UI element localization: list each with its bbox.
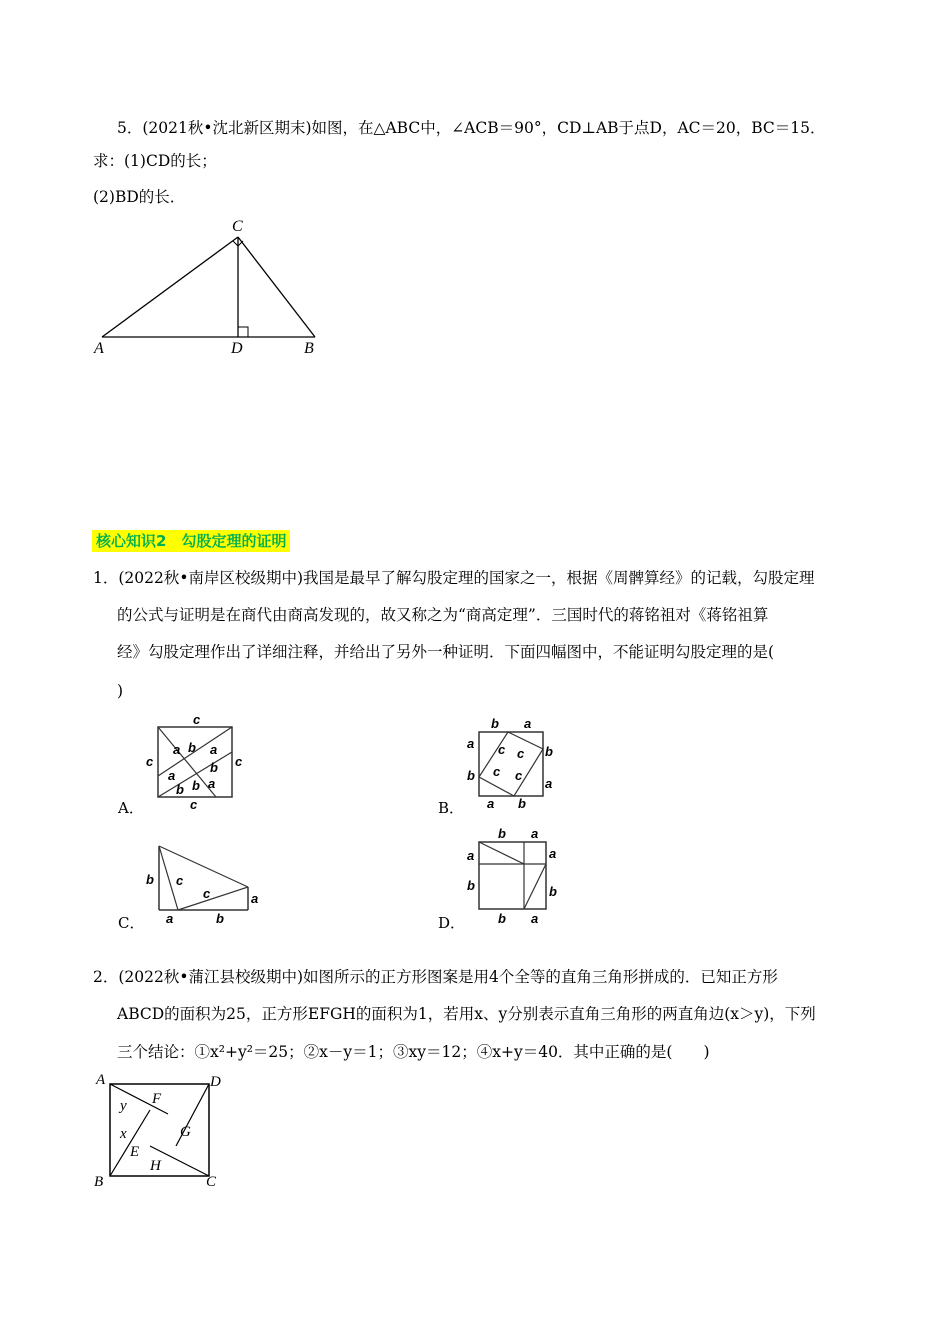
svg-text:b: b (498, 826, 506, 841)
svg-text:a: a (531, 826, 539, 841)
svg-text:b: b (491, 716, 499, 731)
svg-text:a: a (524, 716, 532, 731)
svg-text:a: a (467, 736, 475, 751)
q1-line3: 经》勾股定理作出了详细注释，并给出了另外一种证明．下面四幅图中，不能证明勾股定理的是( (117, 643, 775, 661)
svg-text:b: b (188, 740, 196, 755)
svg-text:c: c (498, 742, 506, 757)
svg-text:a: a (210, 742, 218, 757)
svg-text:b: b (210, 760, 218, 775)
q5-line2: 求：(1)CD的长； (93, 152, 217, 170)
svg-text:b: b (545, 744, 553, 759)
svg-text:a: a (545, 776, 553, 791)
svg-text:c: c (203, 886, 211, 901)
q5-triangle-figure (90, 215, 330, 360)
q1-figure-b (460, 712, 560, 812)
svg-text:c: c (190, 797, 198, 810)
svg-text:c: c (517, 746, 525, 761)
svg-text:c: c (493, 764, 501, 779)
q5-label-d: D (231, 340, 243, 357)
svg-text:c: c (515, 768, 523, 783)
q2-label-a: A (96, 1072, 106, 1088)
q2-label-f: F (152, 1091, 162, 1107)
q1-figure-c (140, 840, 270, 930)
q2-label-g: G (180, 1124, 191, 1140)
q1-figure-a (140, 710, 250, 810)
q5-line3: (2)BD的长． (93, 188, 186, 206)
svg-text:b: b (467, 768, 475, 783)
svg-text:c: c (235, 754, 243, 769)
q5-label-b: B (304, 340, 314, 357)
q5-label-c: C (232, 218, 243, 235)
q2-label-e: E (130, 1144, 140, 1160)
svg-text:a: a (251, 891, 259, 906)
q2-label-d: D (210, 1074, 221, 1090)
svg-text:b: b (146, 872, 154, 887)
q2-label-y: y (120, 1098, 127, 1114)
q1-line1: 1．(2022秋•南岸区校级期中)我国是最早了解勾股定理的国家之一，根据《周髀算经》的记载，勾股定理 (93, 569, 815, 587)
q1-option-b[interactable]: B． (438, 799, 465, 817)
svg-text:b: b (176, 782, 184, 797)
q2-line3: 三个结论：①x²+y²＝25；②x－y＝1；③xy＝12；④x+y＝40．其中正确的是( ) (117, 1043, 710, 1061)
svg-text:c: c (176, 873, 184, 888)
q1-option-c[interactable]: C． (118, 914, 145, 932)
svg-text:b: b (498, 911, 506, 926)
svg-text:b: b (216, 911, 224, 926)
q2-label-b: B (94, 1174, 104, 1190)
svg-text:a: a (168, 768, 176, 783)
svg-text:a: a (549, 846, 557, 861)
svg-text:a: a (467, 848, 475, 863)
q2-label-c: C (206, 1174, 217, 1190)
q1-option-d[interactable]: D． (438, 914, 466, 932)
q5-line1: 5．(2021秋•沈北新区期末)如图，在△ABC中，∠ACB＝90°，CD⊥AB于点D，AC＝20，BC＝15． (117, 119, 826, 137)
q2-line2: ABCD的面积为25，正方形EFGH的面积为1，若用x、y分别表示直角三角形的两直角边(x＞y)，下列 (117, 1005, 816, 1023)
svg-text:b: b (467, 878, 475, 893)
section-title: 核心知识2 勾股定理的证明 (92, 530, 290, 552)
section-heading (92, 530, 290, 551)
svg-text:a: a (487, 796, 495, 811)
svg-text:c: c (193, 712, 201, 727)
svg-text:a: a (531, 911, 539, 926)
q1-figure-d (460, 822, 560, 926)
q1-line4: ) (117, 682, 124, 700)
q1-option-a[interactable]: A． (118, 799, 144, 817)
q2-square-figure (88, 1068, 233, 1193)
svg-text:b: b (518, 796, 526, 811)
svg-text:b: b (549, 884, 557, 899)
svg-text:a: a (166, 911, 174, 926)
q1-line2: 的公式与证明是在商代由商高发现的，故又称之为“商高定理”．三国时代的蒋铭祖对《蒋铭祖算 (117, 606, 769, 624)
q5-label-a: A (94, 340, 104, 357)
q2-label-h: H (150, 1158, 161, 1174)
svg-text:a: a (173, 742, 181, 757)
svg-text:c: c (146, 754, 154, 769)
svg-text:b: b (192, 778, 200, 793)
q2-label-x: x (120, 1126, 127, 1142)
q2-line1: 2．(2022秋•蒲江县校级期中)如图所示的正方形图案是用4个全等的直角三角形拼成的．已知正方形 (93, 968, 778, 986)
svg-text:a: a (208, 776, 216, 791)
